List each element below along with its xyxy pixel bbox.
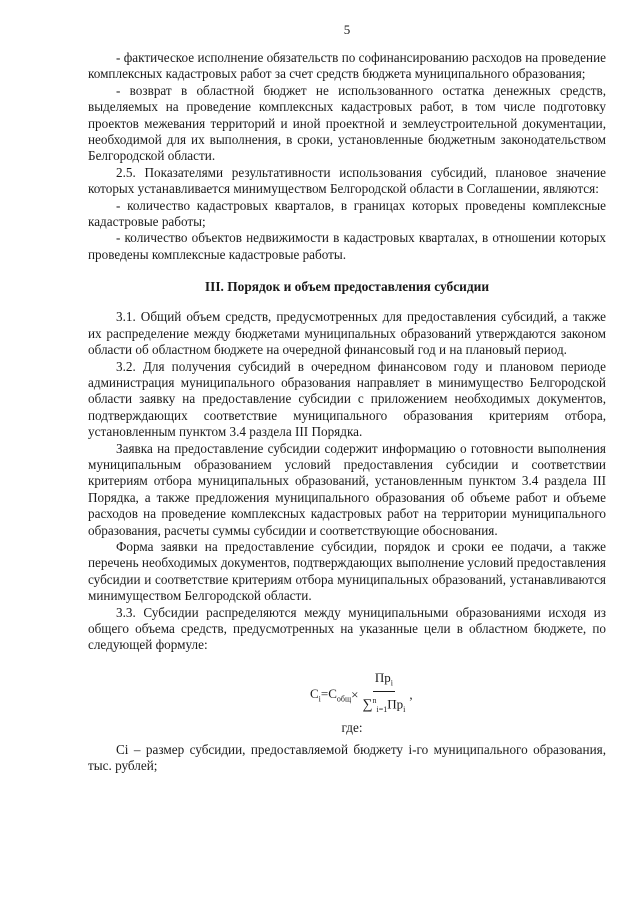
formula-total: $=C_{общ}$ xyxy=(320,685,352,704)
definition-ci: Ci – размер субсидии, предоставляемой бюджету i-го муниципального образования, тыс. рублей; xyxy=(88,741,606,774)
paragraph-application-contents: Заявка на предоставление субсидии содержит информацию о готовности выполнения муниципальным образованием условий предоставления субсидии и соответствии критериям отбора муниципальных образований, установленным пунктом 3.4 раздела III Порядка, а также предложения муниципального образования об объеме работ и объеме расходов на проведение комплексных кадастровых работ на территории муниципального образования, расчеты суммы субсидии и соответствующие обоснования. xyxy=(88,440,606,538)
paragraph-2-5: 2.5. Показателями результативности использования субсидий, плановое значение которых устанавливается минимуществом Белгородской области в Соглашении, являются: xyxy=(88,164,606,197)
paragraph-3-2: 3.2. Для получения субсидий в очередном финансовом году и плановом периоде администрация муниципального образования направляет в минимущество Белгородской области заявку на предоставление субсидии с приложением необходимых документов, подтверждающих соответствие муниципального образования критериям отбора, установленным пунктом 3.4 раздела III Порядка. xyxy=(88,358,606,440)
subsidy-formula xyxy=(88,668,606,716)
sum-symbol: ∑ xyxy=(362,697,373,713)
paragraph-obligation: - фактическое исполнение обязательств по софинансированию расходов на проведение комплексных кадастровых работ за счет средств бюджета муниципального образования; xyxy=(88,50,607,82)
paragraph-application-form: Форма заявки на предоставление субсидии, порядок и сроки ее подачи, а также перечень необходимых документов, подтверждающих выполнение условий предоставления субсидии и соответствие критериям отбора муниципальных образований, устанавливаются минимуществом Белгородской области. xyxy=(88,538,606,604)
formula-lhs: $C_i$ xyxy=(310,685,321,704)
formula-numerator: $Пр_i$ xyxy=(373,670,395,693)
formula-denominator: $\sum^n_{i=1}Пр_i$ xyxy=(362,696,406,715)
section-heading: III. Порядок и объем предоставления субсидии xyxy=(204,279,490,295)
paragraph-refund: - возврат в областной бюджет не использованного остатка денежных средств, выделяемых на проведение комплексных кадастровых работ, в том числе подготовку проектов межевания территорий и иной проектной и землеустроительной документации, необходимой для их выполнения, в сроки, установленные бюджетным законодательством Белгородской области. xyxy=(88,82,606,164)
paragraph-objects-count: - количество объектов недвижимости в кадастровых кварталах, в отношении которых проведены комплексные кадастровые работы. xyxy=(88,230,606,262)
paragraph-3-3: 3.3. Субсидии распределяются между муниципальными образованиями исходя из общего объема средств, предусмотренных на указанные цели в областном бюджете, по следующей формуле: xyxy=(88,604,606,653)
formula-times: × xyxy=(351,686,359,702)
formula-trailing-comma: , xyxy=(409,686,413,702)
page-number: 5 xyxy=(343,22,351,37)
paragraph-3-1: 3.1. Общий объем средств, предусмотренных для предоставления субсидий, а также их распределение между бюджетами муниципальных образований утверждаются законом области об областном бюджете на очередной финансовый год и на плановый период. xyxy=(88,309,606,358)
paragraph-quarters-count: - количество кадастровых кварталов, в границах которых проведены комплексные кадастровые работы; xyxy=(88,197,606,230)
where-label: где: xyxy=(341,719,363,735)
formula-fraction xyxy=(361,670,408,720)
